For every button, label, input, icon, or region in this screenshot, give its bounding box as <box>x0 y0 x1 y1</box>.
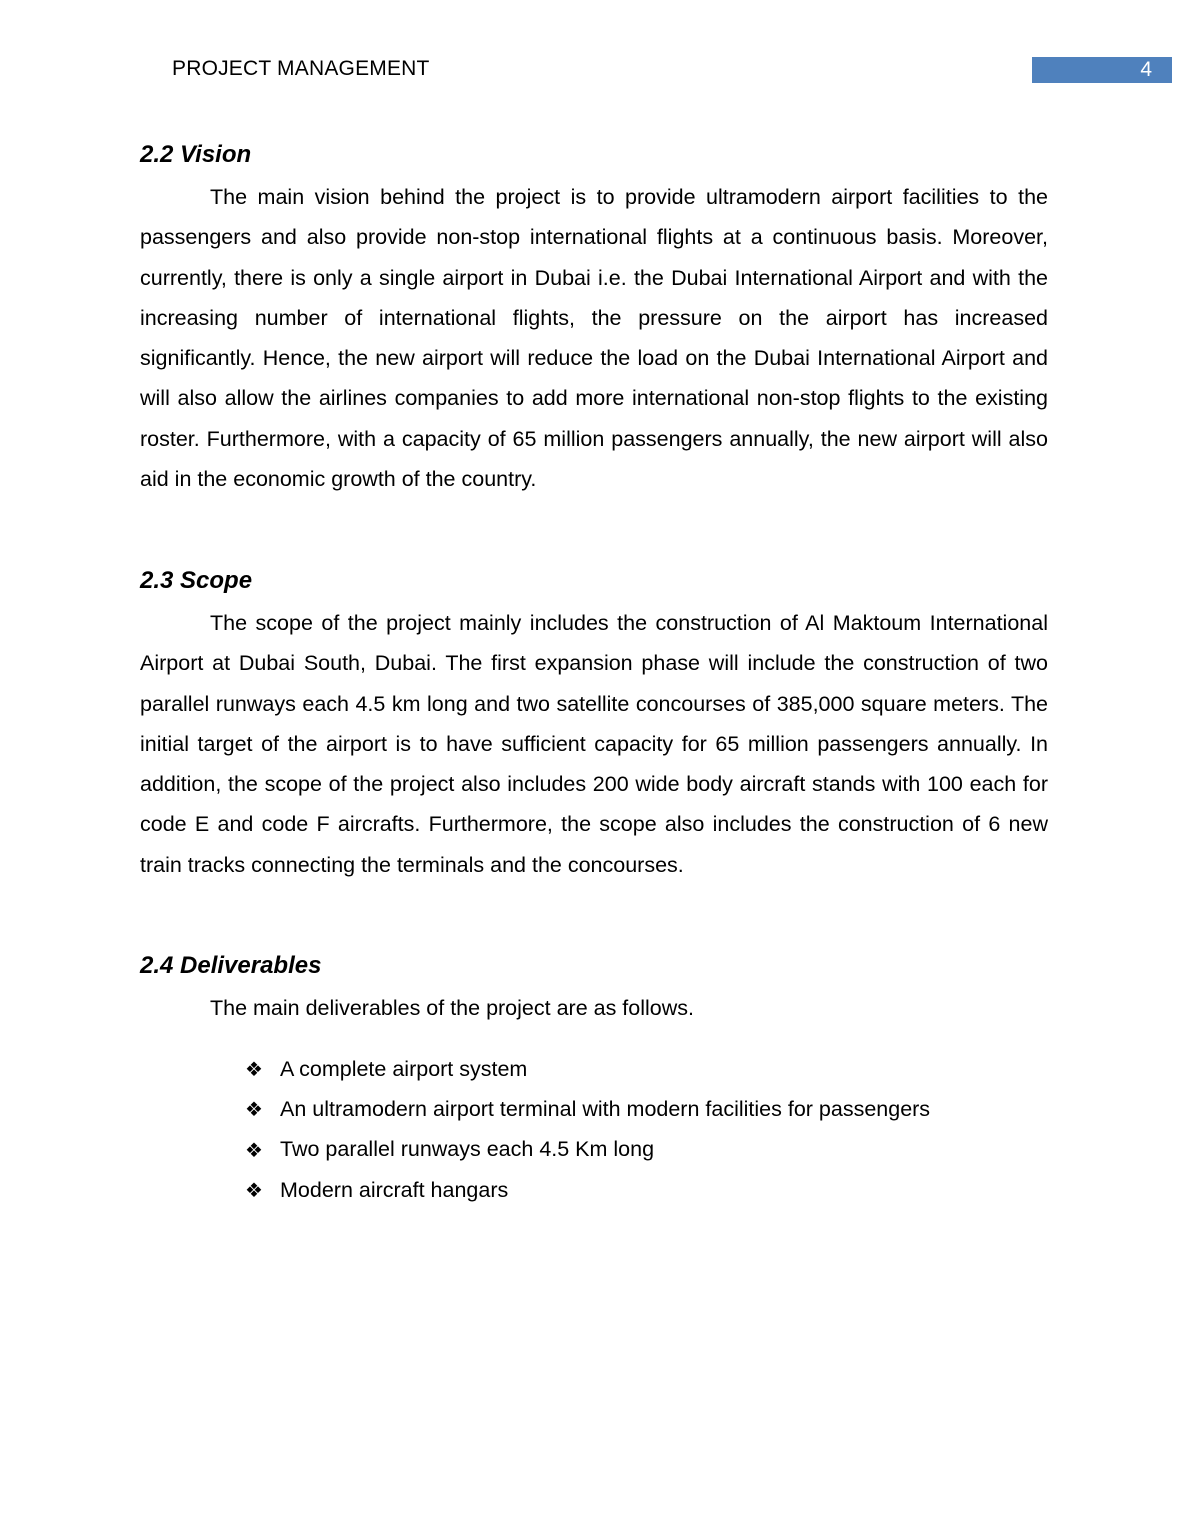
list-item <box>245 1170 930 1210</box>
list-item <box>245 1089 930 1129</box>
diamond-bullet-icon: ❖ <box>245 1137 263 1162</box>
page-number: 4 <box>1140 58 1152 81</box>
page-number-badge <box>1032 57 1172 83</box>
section-heading-vision: 2.2 Vision <box>140 141 252 168</box>
section-heading-deliverables: 2.4 Deliverables <box>140 952 322 979</box>
vision-paragraph: The main vision behind the project is to provide ultramodern airport facilities to the passengers and also provide non-stop international flights at a continuous basis. Moreover, currently, there is only a single airport in Dubai i.e. the Dubai International Airport and with the increasing number of international flights, the pressure on the airport has increased significantly. Hence, the new airport will reduce the load on the Dubai International Airport and will also allow the airlines companies to add more international non-stop flights to the existing roster. Furthermore, with a capacity of 65 million passengers annually, the new airport will also aid in the economic growth of the country. <box>140 185 1048 492</box>
diamond-bullet-icon: ❖ <box>245 1178 263 1203</box>
running-header-title: PROJECT MANAGEMENT <box>172 57 430 80</box>
list-item <box>245 1130 930 1170</box>
list-item <box>245 1049 930 1089</box>
list-item-text: Modern aircraft hangars <box>280 1177 509 1202</box>
list-item-text: An ultramodern airport terminal with modern facilities for passengers <box>280 1096 931 1121</box>
diamond-bullet-icon: ❖ <box>245 1057 263 1082</box>
list-item-text: Two parallel runways each 4.5 Km long <box>280 1137 655 1162</box>
scope-paragraph: The scope of the project mainly includes the construction of Al Maktoum International Airport at Dubai South, Dubai. The first expansion phase will include the construction of two parallel runways each 4.5 km long and two satellite concourses of 385,000 square meters. The initial target of the airport is to have sufficient capacity for 65 million passengers annually. In addition, the scope of the project also includes 200 wide body aircraft stands with 100 each for code E and code F aircrafts. Furthermore, the scope also includes the construction of 6 new train tracks connecting the terminals and the concourses. <box>140 611 1048 877</box>
diamond-bullet-icon: ❖ <box>245 1097 263 1122</box>
section-heading-scope: 2.3 Scope <box>140 567 253 594</box>
deliverables-intro: The main deliverables of the project are as follows. <box>210 996 694 1020</box>
deliverables-list <box>245 1049 930 1210</box>
list-item-text: A complete airport system <box>280 1056 528 1081</box>
